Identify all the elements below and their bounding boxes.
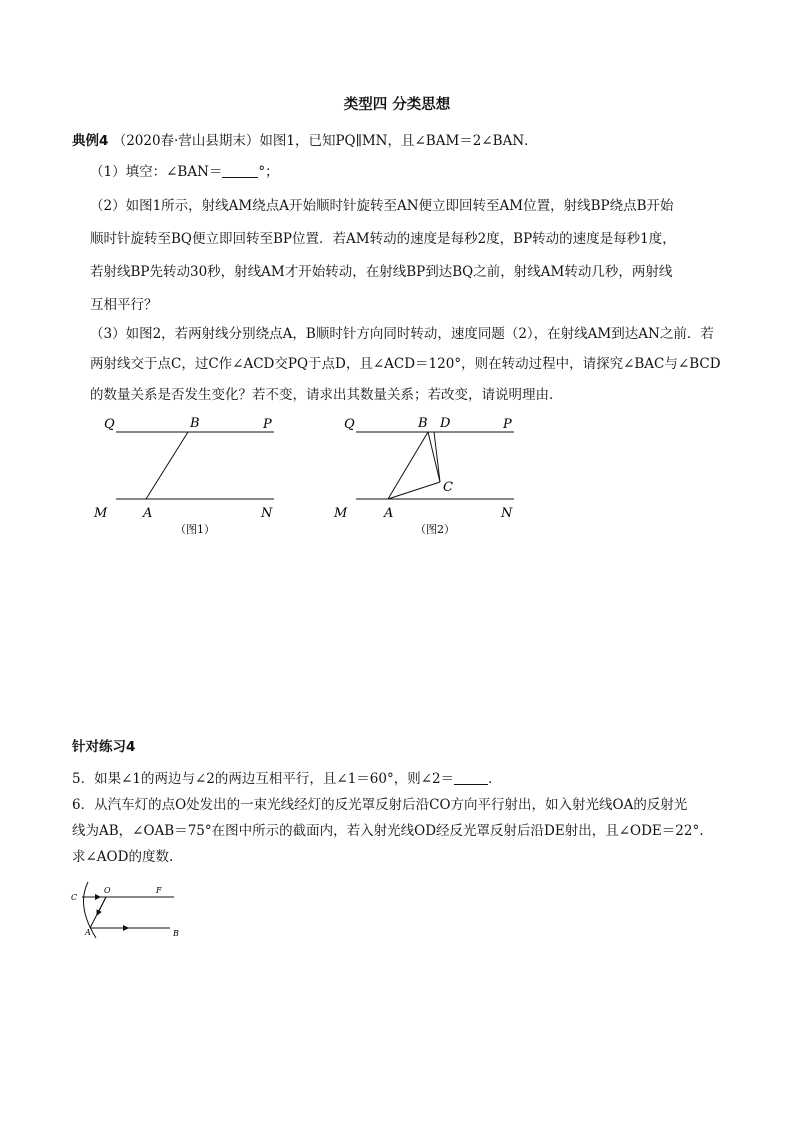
q3-line: 的数量关系是否发生变化？若不变，请求出其数量关系；若改变，请说明理由． xyxy=(90,387,563,403)
figure-1-caption: （图1） xyxy=(175,523,215,536)
line-cd xyxy=(434,432,440,482)
label-m: M xyxy=(94,506,108,521)
label-q: Q xyxy=(344,417,355,432)
label-n: N xyxy=(501,506,513,521)
label-a: A xyxy=(143,506,153,521)
label-b: B xyxy=(190,416,200,431)
label-p: P xyxy=(503,417,512,432)
q2-line: 若射线BP先转动30秒，射线AM才开始转动，在射线BP到达BQ之前，射线AM转动几秒，两射线 xyxy=(90,264,673,280)
q5-after: ． xyxy=(488,771,502,787)
arrow-oa xyxy=(97,897,106,915)
q6-line: 求∠AOD的度数. xyxy=(72,849,174,865)
q2-line: 顺时针旋转至BQ便立即回转至BP位置．若AM转动的速度是每秒2度，BP转动的速度是每秒1度， xyxy=(90,231,676,247)
practice-label: 针对练习4 xyxy=(72,739,136,755)
label-o: O xyxy=(104,886,111,895)
example-intro: （2020春·营山县期末）如图1，已知PQ∥MN，且∠BAM＝2∠BAN． xyxy=(112,133,538,149)
line-ac xyxy=(388,482,440,499)
q5-before: 5．如果∠1的两边与∠2的两边互相平行，且∠1＝60°，则∠2＝ xyxy=(72,771,455,787)
label-n: N xyxy=(261,506,273,521)
example-intro-line xyxy=(72,131,538,151)
label-f: F xyxy=(156,886,162,895)
q2-line: （2）如图1所示，射线AM绕点A开始顺时针旋转至AN便立即回转至AM位置，射线BP绕点B开始 xyxy=(90,198,674,214)
q1-after: °； xyxy=(258,164,279,180)
figure-1 xyxy=(90,410,290,540)
label-c: C xyxy=(443,480,453,495)
line-ab xyxy=(388,432,428,499)
q6-line: 6．从汽车灯的点O处发出的一束光线经灯的反光罩反射后沿CO方向平行射出，如入射光线OA的反射光 xyxy=(72,797,688,813)
q6-line: 线为AB，∠OAB＝75°在图中所示的截面内，若入射光线OD经反光罩反射后沿DE射出，且∠ODE＝22°. xyxy=(72,823,704,839)
answer-blank[interactable] xyxy=(454,770,488,785)
label-b: B xyxy=(418,416,428,431)
line-bc xyxy=(428,432,440,482)
question-5 xyxy=(72,769,502,789)
label-a: A xyxy=(85,928,91,937)
example-label: 典例4 xyxy=(72,133,109,149)
q3-line: 两射线交于点C，过C作∠ACD交PQ于点D，且∠ACD＝120°，则在转动过程中，请探究∠BAC与∠BCD xyxy=(90,356,721,372)
figure-2 xyxy=(330,410,530,540)
q1-before: （1）填空：∠BAN＝ xyxy=(90,164,223,180)
label-d: D xyxy=(440,416,451,431)
q3-line: （3）如图2，若两射线分别绕点A，B顺时针方向同时转动，速度同题（2），在射线AM到达AN之前．若 xyxy=(90,326,714,342)
figure-3 xyxy=(66,880,196,942)
q2-line: 互相平行？ xyxy=(90,297,158,313)
question-1 xyxy=(90,162,279,182)
label-c: C xyxy=(71,893,78,902)
label-p: P xyxy=(263,417,272,432)
label-q: Q xyxy=(104,417,115,432)
section-title: 类型四 分类思想 xyxy=(343,97,451,113)
line-ab xyxy=(146,432,188,499)
figure-2-caption: （图2） xyxy=(415,523,455,536)
label-b: B xyxy=(173,929,179,938)
label-a: A xyxy=(384,506,394,521)
label-m: M xyxy=(334,506,348,521)
answer-blank[interactable] xyxy=(222,163,258,178)
